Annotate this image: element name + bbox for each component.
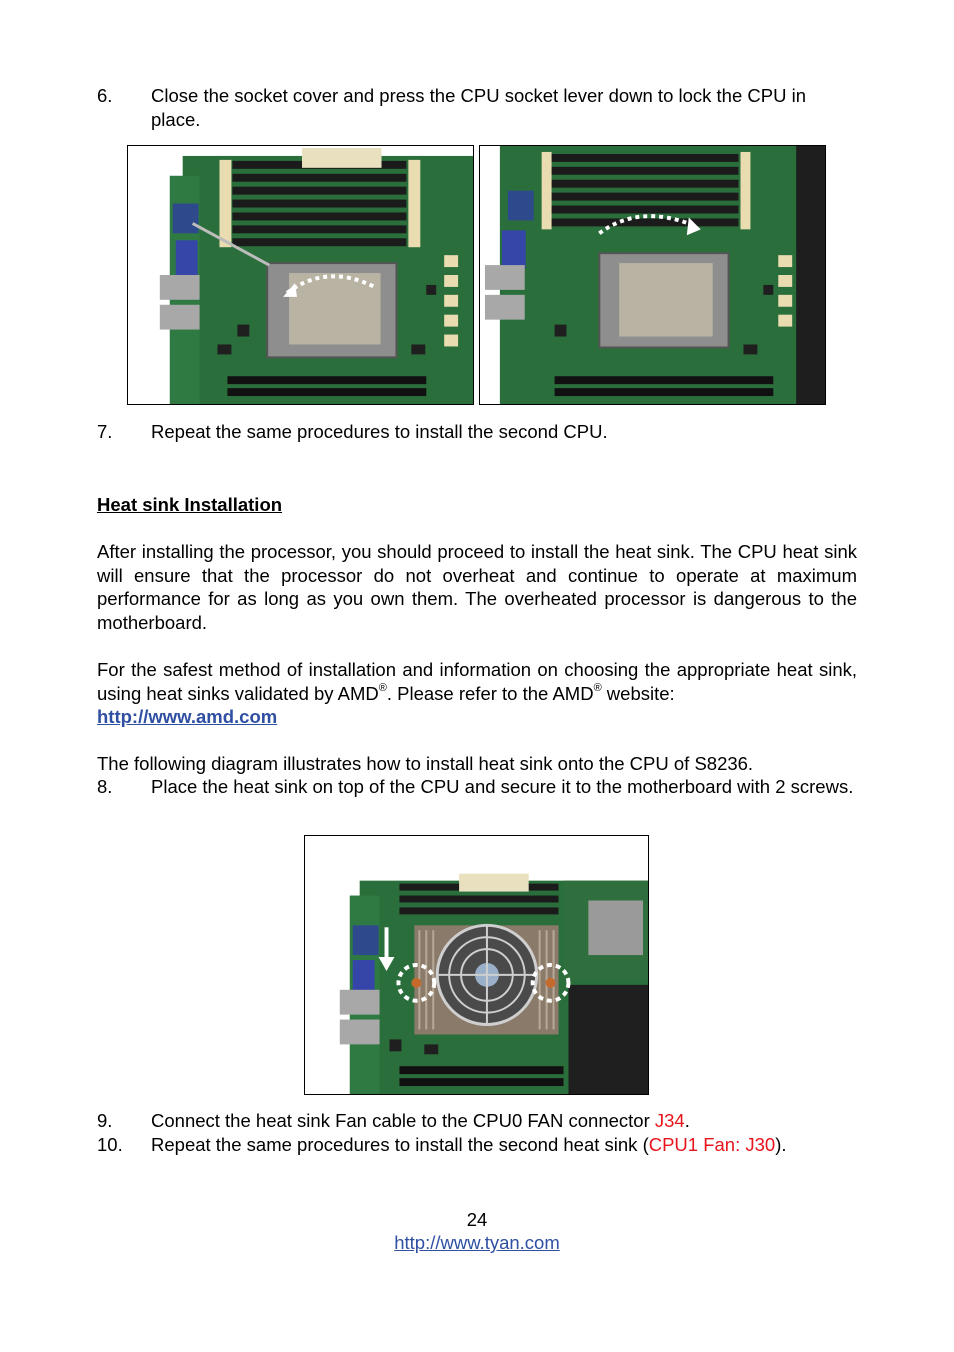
step-8-number: 8. bbox=[97, 776, 113, 797]
step-10-number: 10. bbox=[97, 1134, 123, 1155]
page-number: 24 bbox=[466, 1209, 488, 1230]
registered-mark: ® bbox=[593, 682, 602, 695]
photo-heat-sink-install bbox=[304, 835, 649, 1095]
registered-mark: ® bbox=[378, 682, 387, 695]
photo-socket-lever-open bbox=[127, 145, 474, 405]
step-9-number: 9. bbox=[97, 1110, 113, 1131]
p2-text-a: For the safest method of installation and information on choosing the appropriate heat sink, using heat sinks validated by AMD bbox=[97, 659, 857, 704]
step-10-label: Repeat the same procedures to install the second heat sink ( bbox=[151, 1134, 649, 1155]
step-9-text bbox=[151, 1109, 857, 1133]
paragraph-heat-sink-intro: After installing the processor, you should proceed to install the heat sink. The CPU heat sink will ensure that the processor do not overheat and continue to operate at maximum performance for as long as you own them. The overheated processor is dangerous to the motherboard. bbox=[97, 541, 857, 633]
paragraph-diagram-intro: The following diagram illustrates how to install heat sink onto the CPU of S8236. bbox=[97, 753, 754, 774]
p2-text-c: website: bbox=[601, 682, 675, 704]
step-9-label: Connect the heat sink Fan cable to the CPU0 FAN connector bbox=[151, 1110, 655, 1131]
step-10-end: ). bbox=[775, 1134, 787, 1155]
step-6-text: Close the socket cover and press the CPU socket lever down to lock the CPU in place. bbox=[151, 85, 806, 130]
paragraph-safest-method bbox=[97, 658, 857, 729]
step-7-number: 7. bbox=[97, 421, 113, 442]
connector-j30: CPU1 Fan: J30 bbox=[648, 1134, 776, 1155]
p2-text-b: . Please refer to the AMD bbox=[386, 682, 594, 704]
step-10-text bbox=[151, 1133, 857, 1157]
amd-link[interactable]: http://www.amd.com bbox=[97, 706, 278, 727]
step-7-text: Repeat the same procedures to install the second CPU. bbox=[151, 421, 608, 442]
step-8-text: Place the heat sink on top of the CPU and secure it to the motherboard with 2 screws. bbox=[151, 776, 854, 797]
step-6-number: 6. bbox=[97, 85, 113, 106]
photo-socket-lever-closed bbox=[479, 145, 826, 405]
footer-link[interactable]: http://www.tyan.com bbox=[394, 1232, 560, 1253]
connector-j34: J34 bbox=[654, 1110, 685, 1131]
section-heading: Heat sink Installation bbox=[97, 494, 283, 515]
step-9-end: . bbox=[684, 1110, 690, 1131]
